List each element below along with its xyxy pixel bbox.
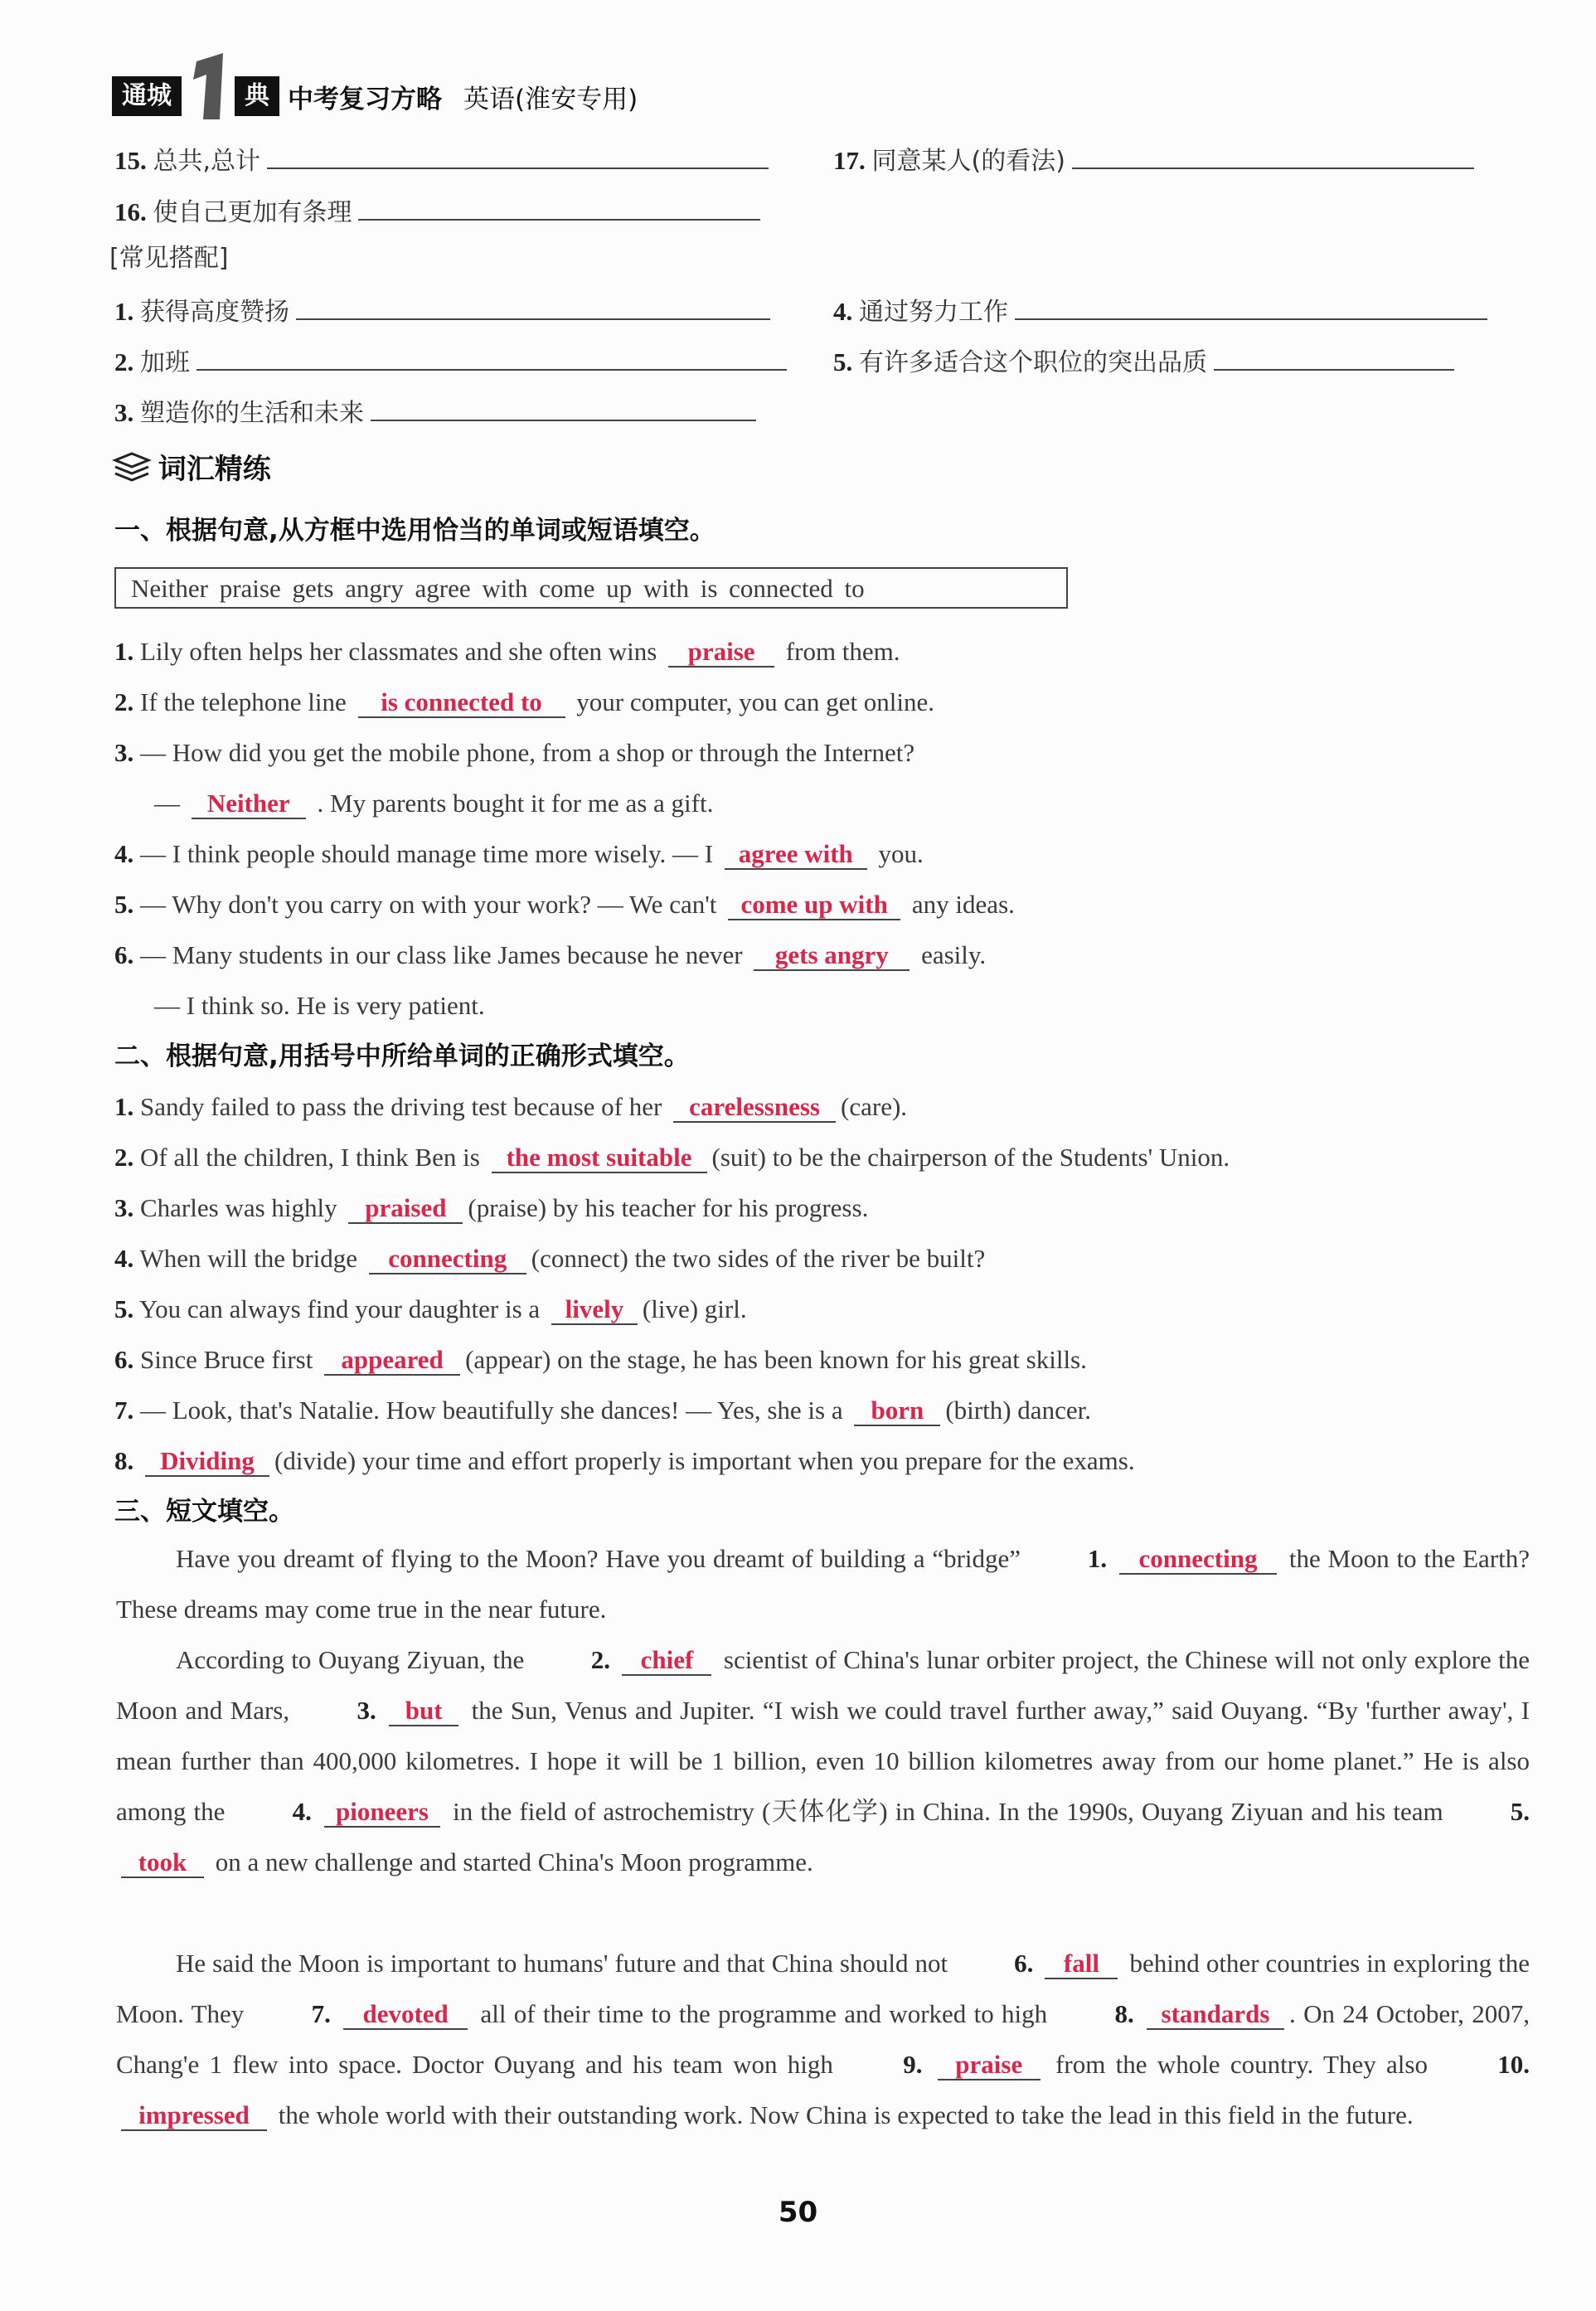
item-number: 2. (590, 1645, 611, 1674)
item-number: 8. (114, 1446, 134, 1475)
answer-blank[interactable]: born (854, 1396, 940, 1426)
passage-text: the Moon to the Earth? These dreams may come true in the near future. (116, 1544, 1531, 1624)
sentence-text: (care). (841, 1092, 908, 1121)
passage-text: . On 24 October, 2007, Chang'e 1 flew into space. Doctor Ouyang and his team won high (116, 1999, 1530, 2079)
sentence-text: — Why don't you carry on with your work? — We can't (140, 890, 717, 919)
item-number: 4. (114, 1244, 134, 1273)
phrase-text: 获得高度赞扬 (140, 298, 289, 327)
sentence-text: (divide) your time and effort properly is important when you prepare for the exams. (274, 1446, 1135, 1475)
answer-blank[interactable] (1015, 292, 1487, 320)
answer-blank[interactable]: but (389, 1697, 458, 1726)
item-number: 4. (833, 297, 853, 326)
answer-blank[interactable]: impressed (121, 2101, 267, 2131)
sentence-text: (praise) by his teacher for his progress. (468, 1193, 869, 1222)
answer-blank[interactable]: Dividing (145, 1447, 269, 1477)
answer-blank[interactable]: standards (1147, 2000, 1284, 2030)
sentence-text: (appear) on the stage, he has been known for his great skills. (465, 1345, 1087, 1374)
collocations-heading: [常见搭配] (109, 244, 229, 273)
books-icon (112, 452, 152, 493)
sentence-text: (birth) dancer. (945, 1396, 1091, 1425)
passage-text: from the whole country. They also (1055, 2050, 1428, 2079)
answer-blank[interactable]: is connected to (358, 688, 565, 718)
item-number: 2. (114, 1143, 134, 1172)
answer-blank[interactable]: devoted (343, 2000, 468, 2030)
sentence-text: . My parents bought it for me as a gift. (317, 789, 714, 818)
part1-q4 (114, 837, 924, 871)
item-number: 3. (114, 738, 134, 767)
brand-tag-right: 典 (235, 76, 279, 116)
sentence-text: Since Bruce first (140, 1345, 313, 1374)
item-number: 7. (114, 1396, 134, 1425)
passage-text: in the field of astrochemistry (天体化学) in China. In the 1990s, Ouyang Ziyuan and his team (453, 1797, 1443, 1826)
phrase-text: 总共,总计 (153, 147, 261, 176)
part1-q6-reply: — I think so. He is very patient. (154, 991, 485, 1020)
part3-instruction: 三、短文填空。 (114, 1497, 294, 1527)
part2-q2 (114, 1141, 1230, 1174)
answer-blank[interactable]: lively (551, 1295, 638, 1325)
item-number: 1. (114, 637, 134, 666)
sentence-text: your computer, you can get online. (576, 687, 935, 716)
sentence-text: Charles was highly (140, 1193, 337, 1222)
item-number: 6. (114, 1345, 134, 1374)
answer-blank[interactable]: carelessness (673, 1093, 836, 1123)
item-number: 8. (1114, 1999, 1134, 2028)
item-number: 5. (833, 347, 853, 376)
answer-blank[interactable]: connecting (369, 1245, 526, 1274)
answer-blank[interactable]: took (121, 1848, 204, 1878)
item-number: 7. (311, 1999, 331, 2028)
sentence-text: (connect) the two sides of the river be built? (531, 1244, 986, 1273)
phrase-text: 同意某人(的看法) (871, 147, 1065, 176)
collocation-4 (833, 292, 1487, 329)
phrase-text: 通过努力工作 (859, 298, 1008, 327)
answer-blank[interactable]: come up with (728, 891, 900, 920)
phrase-15 (114, 141, 769, 178)
word-bank-box: Neither praise gets angry agree with come up with is connected to (114, 567, 1068, 609)
sentence-text: — Look, that's Natalie. How beautifully she dances! — Yes, she is a (140, 1396, 843, 1425)
part2-q5 (114, 1293, 747, 1326)
passage-text: the whole world with their outstanding work. Now China is expected to take the lead in this field in the future. (278, 2100, 1414, 2129)
book-header (112, 76, 638, 116)
answer-blank[interactable]: the most suitable (492, 1143, 707, 1173)
collocation-1 (114, 292, 770, 329)
collocation-5 (833, 342, 1454, 380)
sentence-text: (live) girl. (642, 1294, 747, 1323)
answer-blank[interactable] (296, 292, 770, 320)
part2-q1 (114, 1090, 907, 1124)
item-number: 10. (1497, 2050, 1531, 2079)
sentence-text: Lily often helps her classmates and she often wins (140, 637, 657, 666)
part2-q4 (114, 1242, 985, 1275)
collocation-2 (114, 342, 787, 380)
passage-text: He said the Moon is important to humans' future and that China should not (176, 1949, 948, 1978)
answer-blank[interactable] (196, 342, 787, 371)
answer-blank[interactable]: Neither (192, 789, 306, 819)
answer-blank[interactable] (267, 141, 769, 169)
part1-q3 (114, 736, 914, 770)
part1-q6 (114, 939, 986, 972)
item-number: 5. (114, 890, 134, 919)
answer-blank[interactable] (1072, 141, 1474, 169)
answer-blank[interactable] (1214, 342, 1454, 371)
passage-text: Have you dreamt of flying to the Moon? Have you dreamt of building a “bridge” (176, 1544, 1021, 1573)
passage-text: the Sun, Venus and Jupiter. “I wish we could travel further away,” said Ouyang. “By 'further away', I mean further than 400,000 kilometres. I hope it will be 1 billion, even 10 billion kilometres away from our home planet.” He is also among the (116, 1696, 1531, 1826)
part2-q6 (114, 1343, 1087, 1376)
part2-q3 (114, 1192, 868, 1225)
passage-text: on a new challenge and started China's Moon programme. (215, 1847, 813, 1876)
answer-blank[interactable]: praise (938, 2051, 1041, 2080)
item-number: 17. (833, 146, 866, 175)
answer-blank[interactable] (358, 192, 760, 221)
item-number: 6. (114, 940, 134, 969)
passage-text: According to Ouyang Ziyuan, the (176, 1645, 525, 1674)
sentence-text: easily. (921, 940, 987, 969)
answer-blank[interactable]: appeared (324, 1346, 460, 1376)
item-number: 9. (903, 2050, 923, 2079)
passage-paragraph-3 (116, 1938, 1530, 2140)
part1-q3-reply (154, 787, 713, 820)
page-number: 50 (778, 2196, 818, 2229)
answer-blank[interactable]: gets angry (754, 941, 910, 971)
item-number: 2. (114, 687, 134, 716)
item-number: 1. (114, 1092, 134, 1121)
sentence-text: — Many students in our class like James because he never (140, 940, 743, 969)
phrase-text: 加班 (140, 348, 190, 377)
sentence-text: Sandy failed to pass the driving test because of her (140, 1092, 662, 1121)
item-number: 5. (114, 1294, 134, 1323)
sentence-text: Of all the children, I think Ben is (140, 1143, 480, 1172)
sentence-text: you. (878, 839, 924, 868)
item-number: 4. (114, 839, 134, 868)
part1-q2 (114, 686, 934, 719)
item-number: 2. (114, 347, 134, 376)
sentence-text: any ideas. (911, 890, 1015, 919)
answer-blank[interactable]: praise (668, 638, 774, 668)
item-number: 1. (1087, 1544, 1108, 1573)
sentence-text: — (154, 789, 180, 818)
sentence-text: When will the bridge (139, 1244, 358, 1273)
part1-q5 (114, 888, 1015, 921)
sentence-text: — How did you get the mobile phone, from a shop or through the Internet? (140, 738, 915, 767)
answer-blank[interactable]: praised (348, 1194, 463, 1224)
collocation-3 (114, 393, 756, 430)
item-number: 16. (114, 197, 147, 226)
book-title: 中考复习方略 (288, 84, 442, 114)
item-number: 1. (114, 297, 134, 326)
answer-blank[interactable]: connecting (1119, 1545, 1277, 1575)
part1-q1 (114, 635, 900, 668)
item-number: 4. (292, 1797, 312, 1826)
item-number: 3. (114, 398, 134, 427)
phrase-text: 塑造你的生活和未来 (140, 399, 364, 428)
answer-blank[interactable]: pioneers (324, 1798, 440, 1828)
item-number: 3. (114, 1193, 134, 1222)
phrase-17 (833, 141, 1474, 178)
part2-q7 (114, 1394, 1091, 1427)
phrase-text: 使自己更加有条理 (153, 198, 352, 227)
item-number: 6. (1014, 1949, 1034, 1978)
sentence-text: — I think people should manage time more wisely. — I (140, 839, 714, 868)
part1-instruction: 一、根据句意,从方框中选用恰当的单词或短语填空。 (114, 516, 716, 546)
item-number: 15. (114, 146, 147, 175)
sentence-text: (suit) to be the chairperson of the Students' Union. (711, 1143, 1230, 1172)
part2-instruction: 二、根据句意,用括号中所给单词的正确形式填空。 (114, 1041, 690, 1071)
answer-blank[interactable]: chief (622, 1646, 711, 1676)
sentence-text: If the telephone line (140, 687, 347, 716)
section-title (112, 452, 271, 493)
answer-blank[interactable]: fall (1045, 1949, 1118, 1979)
brand-tag-left: 通城 (112, 76, 182, 116)
sentence-text: You can always find your daughter is a (138, 1294, 541, 1323)
passage-text: behind other countries in exploring the Moon. They (116, 1949, 1530, 2028)
passage-paragraph-2 (116, 1634, 1530, 1887)
section-title-text: 词汇精练 (158, 453, 271, 487)
item-number: 5. (1510, 1797, 1531, 1826)
item-number: 3. (357, 1696, 376, 1725)
phrase-16 (114, 192, 760, 230)
part2-q8 (114, 1444, 1135, 1478)
passage-text: scientist of China's lunar orbiter project, the Chinese will not only explore the Moon and Mars, (116, 1645, 1531, 1725)
passage-paragraph-1 (116, 1533, 1530, 1634)
answer-blank[interactable] (371, 393, 756, 421)
answer-blank[interactable]: agree with (725, 840, 867, 870)
sentence-text: from them. (785, 637, 900, 666)
passage-text: all of their time to the programme and worked to high (480, 1999, 1048, 2028)
number-one-logo-icon (182, 71, 235, 121)
book-subject: 英语(淮安专用) (463, 84, 638, 114)
phrase-text: 有许多适合这个职位的突出品质 (859, 348, 1207, 377)
